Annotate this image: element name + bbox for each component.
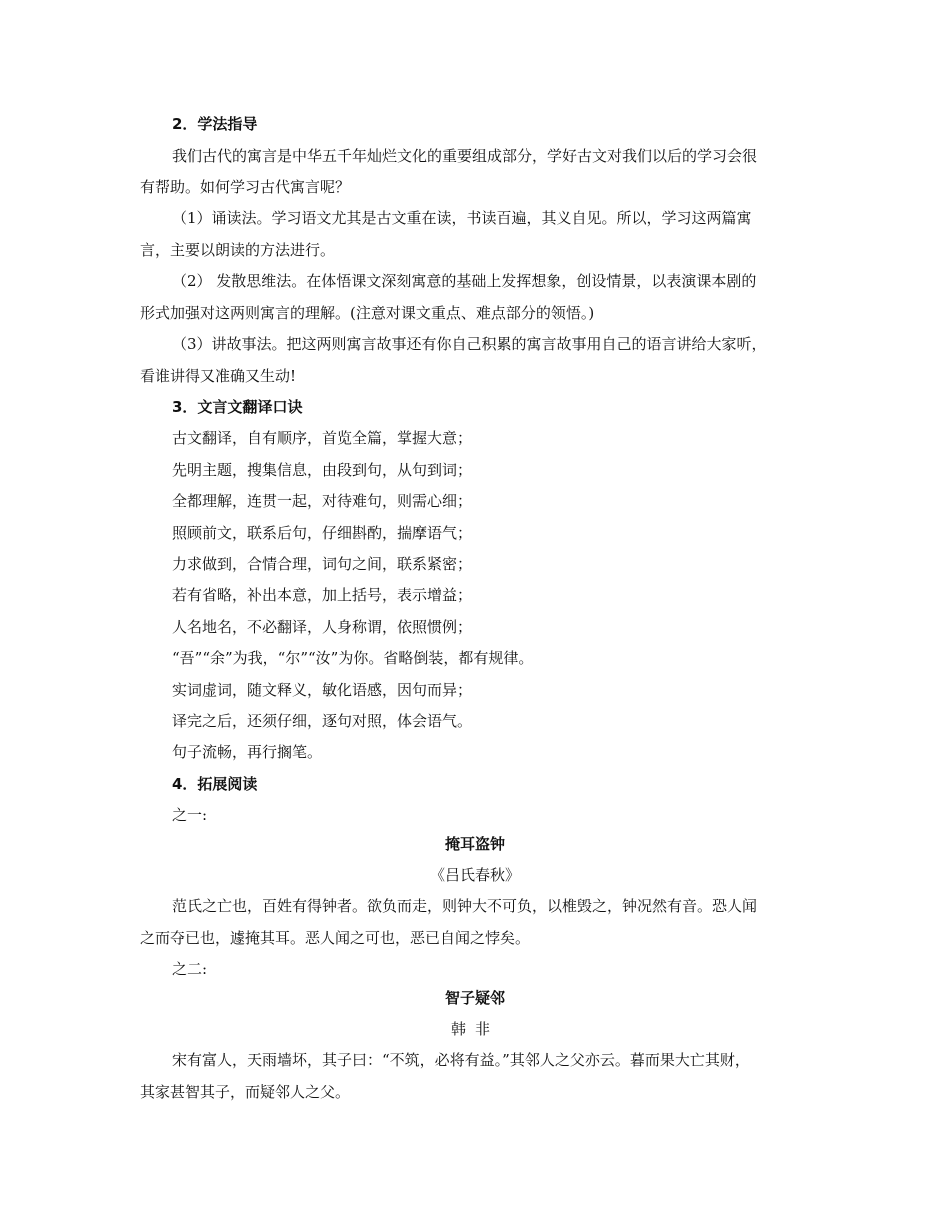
- verse-line: “吾”“余”为我，“尔”“汝”为你。省略倒装，都有规律。: [172, 649, 534, 667]
- heading-koujue: 3．文言文翻译口诀: [172, 398, 303, 416]
- reading-title-2: 智子疑邻: [444, 989, 505, 1007]
- reading-label-1: 之一:: [172, 806, 208, 824]
- verse-line: 若有省略，补出本意，加上括号，表示增益；: [172, 586, 473, 604]
- paragraph-line: （3）讲故事法。把这两则寓言故事还有你自己积累的寓言故事用自己的语言讲给大家听，: [172, 335, 767, 353]
- verse-line: 先明主题，搜集信息，由段到句，从句到词；: [172, 461, 473, 479]
- paragraph-line: 有帮助。如何学习古代寓言呢？: [140, 178, 351, 196]
- paragraph-line: 范氏之亡也，百姓有得钟者。欲负而走，则钟大不可负，以椎毁之，钟况然有音。恐人闻: [172, 897, 758, 915]
- paragraph-line: 宋有富人，天雨墙坏，其子曰：“不筑，必将有益。”其邻人之父亦云。暮而果大亡其财，: [172, 1051, 750, 1069]
- paragraph-line: 我们古代的寓言是中华五千年灿烂文化的重要组成部分，学好古文对我们以后的学习会很: [172, 147, 758, 165]
- reading-author-2: 韩非: [450, 1020, 499, 1038]
- verse-line: 句子流畅，再行搁笔。: [172, 743, 323, 761]
- paragraph-line: （2） 发散思维法。在体悟课文深刻寓意的基础上发挥想象，创设情景，以表演课本剧的: [172, 272, 757, 290]
- heading-xuefa: 2．学法指导: [172, 115, 258, 133]
- verse-line: 实词虚词，随文释义，敏化语感，因句而异；: [172, 681, 473, 699]
- verse-line: 译完之后，还须仔细，逐句对照，体会语气。: [172, 712, 473, 730]
- paragraph-line: 言，主要以朗读的方法进行。: [140, 241, 336, 259]
- paragraph-line: （1）诵读法。学习语文尤其是古文重在读，书读百遍，其义自见。所以，学习这两篇寓: [172, 209, 752, 227]
- verse-line: 力求做到，合情合理，词句之间，联系紧密；: [172, 555, 473, 573]
- verse-line: 人名地名，不必翻译，人身称谓，依照惯例；: [172, 618, 473, 636]
- paragraph-line: 其家甚智其子，而疑邻人之父。: [140, 1083, 351, 1101]
- reading-title-1: 掩耳盗钟: [444, 835, 505, 853]
- heading-tuozhan: 4．拓展阅读: [172, 775, 258, 793]
- verse-line: 古文翻译，自有顺序，首览全篇，掌握大意；: [172, 429, 473, 447]
- verse-line: 全都理解，连贯一起，对待难句，则需心细；: [172, 492, 473, 510]
- paragraph-line: 之而夺已也，遽掩其耳。恶人闻之可也，恶已自闻之悖矣。: [140, 929, 531, 947]
- paragraph-line: 看谁讲得又准确又生动!: [140, 367, 297, 385]
- reading-label-2: 之二:: [172, 960, 208, 978]
- verse-line: 照顾前文，联系后句，仔细斟酌，揣摩语气；: [172, 524, 473, 542]
- reading-source-1: 《吕氏春秋》: [429, 866, 520, 884]
- paragraph-line: 形式加强对这两则寓言的理解。(注意对课文重点、难点部分的领悟。): [140, 304, 595, 322]
